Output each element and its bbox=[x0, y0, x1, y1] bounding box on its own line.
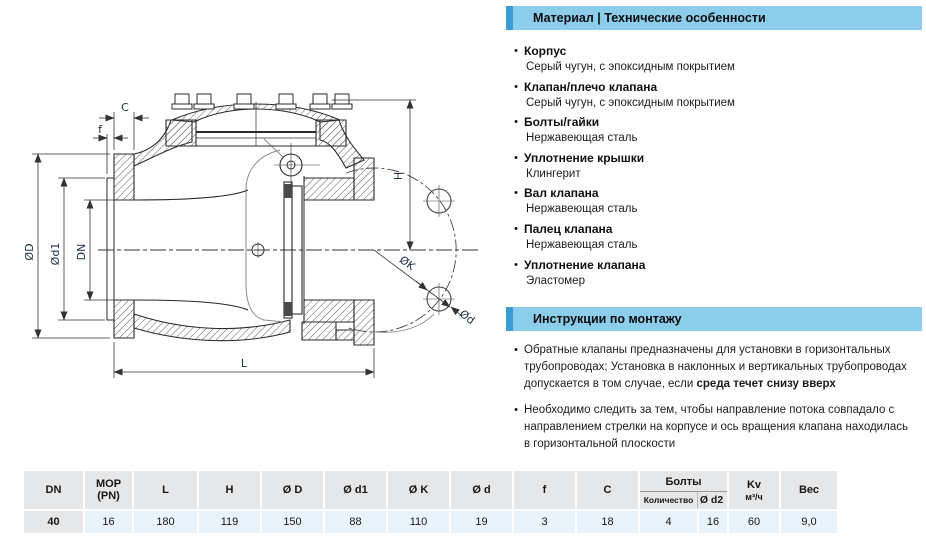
bullet-icon: • bbox=[514, 116, 518, 129]
dimensions-table bbox=[22, 469, 839, 535]
bolts-group-label: Болты bbox=[665, 476, 702, 488]
bullet-icon: • bbox=[514, 222, 518, 235]
dim-label-od1: Ød1 bbox=[49, 242, 62, 266]
table-header-row bbox=[24, 471, 837, 509]
dim-label-h: H bbox=[392, 171, 405, 181]
dim-label-dn: DN bbox=[75, 243, 88, 261]
dim-label-od-small: Ød bbox=[456, 307, 478, 328]
info-panel bbox=[506, 6, 922, 458]
list-item bbox=[508, 342, 920, 393]
installation-list bbox=[508, 342, 920, 462]
material-term: Болты/гайки bbox=[524, 115, 600, 130]
cell-l: 180 bbox=[134, 511, 197, 533]
note-bold-text: среда течет снизу вверх bbox=[696, 378, 836, 390]
header-accent-bar bbox=[506, 6, 513, 30]
dim-label-od: ØD bbox=[23, 243, 36, 261]
kv-label: Kv bbox=[746, 478, 762, 491]
col-header-f: f bbox=[514, 471, 575, 509]
material-desc: Нержавеющая сталь bbox=[526, 203, 638, 216]
material-desc: Эластомер bbox=[526, 274, 585, 287]
material-term: Клапан/плечо клапана bbox=[524, 79, 658, 94]
cell-weight: 9,0 bbox=[781, 511, 837, 533]
cell-dn: 40 bbox=[24, 511, 83, 533]
bullet-icon: • bbox=[514, 151, 518, 164]
col-header-weight: Вес bbox=[781, 471, 837, 509]
cell-mop: 16 bbox=[85, 511, 132, 533]
list-item bbox=[508, 185, 918, 217]
material-desc: Серый чугун, с эпоксидным покрытием bbox=[526, 61, 735, 73]
bullet-icon: • bbox=[514, 80, 518, 93]
col-header-l: L bbox=[134, 471, 197, 509]
header-accent-bar bbox=[506, 307, 513, 331]
bullet-icon: • bbox=[514, 344, 518, 356]
bullet-icon: • bbox=[514, 187, 518, 200]
list-item bbox=[508, 150, 918, 182]
material-desc: Серый чугун, с эпоксидным покрытием bbox=[526, 96, 735, 109]
cell-kv: 60 bbox=[729, 511, 779, 533]
col-header-mop: MOP (PN) bbox=[85, 471, 132, 509]
swing-disc-assembly bbox=[246, 139, 320, 324]
cell-od1: 88 bbox=[325, 511, 386, 533]
materials-list bbox=[508, 43, 918, 292]
material-term: Уплотнение клапана bbox=[524, 257, 646, 272]
list-item bbox=[508, 257, 918, 289]
col-header-dn: DN bbox=[24, 471, 83, 509]
col-header-odh: Ø d bbox=[451, 471, 512, 509]
raised-face bbox=[107, 178, 114, 320]
col-header-od1: Ø d1 bbox=[325, 471, 386, 509]
cell-odh: 19 bbox=[451, 511, 512, 533]
material-desc: Нержавеющая сталь bbox=[526, 132, 638, 145]
list-item bbox=[508, 43, 918, 75]
installation-note bbox=[524, 402, 916, 453]
col-header-h: H bbox=[199, 471, 260, 509]
material-desc: Клингерит bbox=[526, 167, 581, 180]
bullet-icon: • bbox=[514, 45, 518, 57]
note-text: Обратные клапаны предназначены для установки в горизонтальных трубопроводах; Установка в наклонных и вертикальных трубопроводах допускается в том случае, если bbox=[524, 344, 907, 390]
materials-header-title: Материал | Технические особенности bbox=[533, 11, 766, 25]
kv-unit: м³/ч bbox=[745, 491, 763, 502]
col-header-ok: Ø K bbox=[388, 471, 449, 509]
material-term: Уплотнение крышки bbox=[524, 150, 645, 165]
installation-section-header bbox=[506, 307, 922, 331]
bullet-icon: • bbox=[514, 404, 518, 416]
bolts-qty-subheader: Количество bbox=[643, 495, 694, 505]
cell-c: 18 bbox=[577, 511, 638, 533]
list-item bbox=[508, 402, 920, 453]
cell-od: 150 bbox=[262, 511, 323, 533]
valve-technical-drawing bbox=[2, 80, 502, 410]
material-term: Палец клапана bbox=[524, 221, 613, 236]
col-header-od: Ø D bbox=[262, 471, 323, 509]
material-desc: Нержавеющая сталь bbox=[526, 238, 638, 251]
material-term: Вал клапана bbox=[524, 186, 599, 201]
cell-ok: 110 bbox=[388, 511, 449, 533]
col-header-c: C bbox=[577, 471, 638, 509]
dim-label-l: L bbox=[240, 357, 248, 370]
dim-label-ok: ØK bbox=[396, 253, 418, 274]
list-item bbox=[508, 79, 918, 111]
bolts-d2-subheader: Ø d2 bbox=[697, 492, 725, 508]
bullet-icon: • bbox=[514, 258, 518, 271]
col-header-kv bbox=[729, 471, 779, 509]
table-row bbox=[24, 511, 837, 533]
list-item bbox=[508, 114, 918, 146]
installation-header-title: Инструкции по монтажу bbox=[533, 312, 682, 326]
cell-bolts-d2: 16 bbox=[699, 511, 727, 533]
material-term: Корпус bbox=[524, 44, 567, 58]
cell-f: 3 bbox=[514, 511, 575, 533]
dim-label-f: f bbox=[98, 123, 102, 136]
check-valve-section-svg bbox=[2, 80, 502, 410]
installation-note bbox=[524, 342, 916, 393]
materials-section-header bbox=[506, 6, 922, 30]
list-item bbox=[508, 221, 918, 253]
col-header-bolts-group bbox=[640, 471, 727, 509]
cell-h: 119 bbox=[199, 511, 260, 533]
dim-label-c: C bbox=[121, 101, 129, 114]
cell-bolts-qty: 4 bbox=[640, 511, 697, 533]
note-text: Необходимо следить за тем, чтобы направление потока совпадало с направлением стрелки на корпусе и ось вращения клапана находилась в горизонтальной плоскости bbox=[524, 404, 908, 450]
